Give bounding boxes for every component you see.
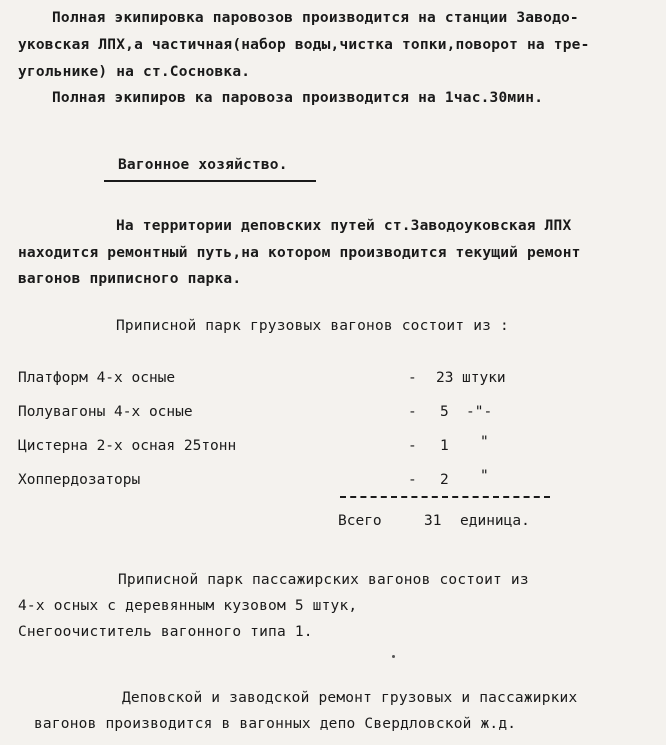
freight-item-name: Хоппердозаторы — [18, 472, 141, 488]
paragraph-1-line-2: уковская ЛПХ,а частичная(набор воды,чистка топки,поворот на тре- — [18, 37, 590, 53]
passenger-line-3: Снегоочиститель вагонного типа 1. — [18, 624, 313, 640]
total-unit: единица. — [460, 513, 530, 529]
freight-item-dash: - — [408, 370, 417, 386]
heading-underline — [104, 180, 316, 182]
freight-item-unit: штуки — [462, 370, 506, 386]
passenger-line-1: Приписной парк пассажирских вагонов состоит из — [118, 572, 529, 588]
total-label: Всего — [338, 513, 382, 529]
paper-speck — [392, 655, 395, 658]
freight-item-qty: 5 — [440, 404, 449, 420]
freight-item-name: Полувагоны 4-х осные — [18, 404, 193, 420]
freight-item-qty: 23 — [436, 370, 454, 386]
freight-item-dash: - — [408, 438, 417, 454]
freight-intro: Приписной парк грузовых вагонов состоит из : — [116, 318, 509, 334]
freight-item-dash: - — [408, 472, 417, 488]
freight-item-qty: 1 — [440, 438, 449, 454]
freight-item-qty: 2 — [440, 472, 449, 488]
paragraph-1-line-3: угольнике) на ст.Сосновка. — [18, 64, 251, 80]
total-rule — [340, 496, 550, 498]
freight-item-unit: " — [480, 468, 489, 484]
section-heading: Вагонное хозяйство. — [118, 157, 288, 173]
repair-line-2: вагонов производится в вагонных депо Свердловской ж.д. — [34, 716, 517, 732]
freight-item-dash: - — [408, 404, 417, 420]
paragraph-1-line-1: Полная экипировка паровозов производится на станции Заводо- — [52, 10, 579, 26]
freight-item-name: Цистерна 2-х осная 25тонн — [18, 438, 237, 454]
total-value: 31 — [424, 513, 442, 529]
freight-item-unit: " — [480, 434, 489, 450]
paragraph-3-line-1: На территории деповских путей ст.Заводоуковская ЛПХ — [116, 218, 572, 234]
repair-line-1: Деповской и заводской ремонт грузовых и пассажирких — [122, 690, 578, 706]
paragraph-2-line: Полная экипиров ка паровоза производится на 1час.30мин. — [52, 90, 544, 106]
passenger-line-2: 4-х осных с деревянным кузовом 5 штук, — [18, 598, 358, 614]
paragraph-3-line-2: находится ремонтный путь,на котором производится текущий ремонт — [18, 245, 581, 261]
freight-item-unit: -"- — [466, 404, 493, 420]
paragraph-3-line-3: вагонов приписного парка. — [18, 271, 242, 287]
freight-item-name: Платформ 4-х осные — [18, 370, 176, 386]
